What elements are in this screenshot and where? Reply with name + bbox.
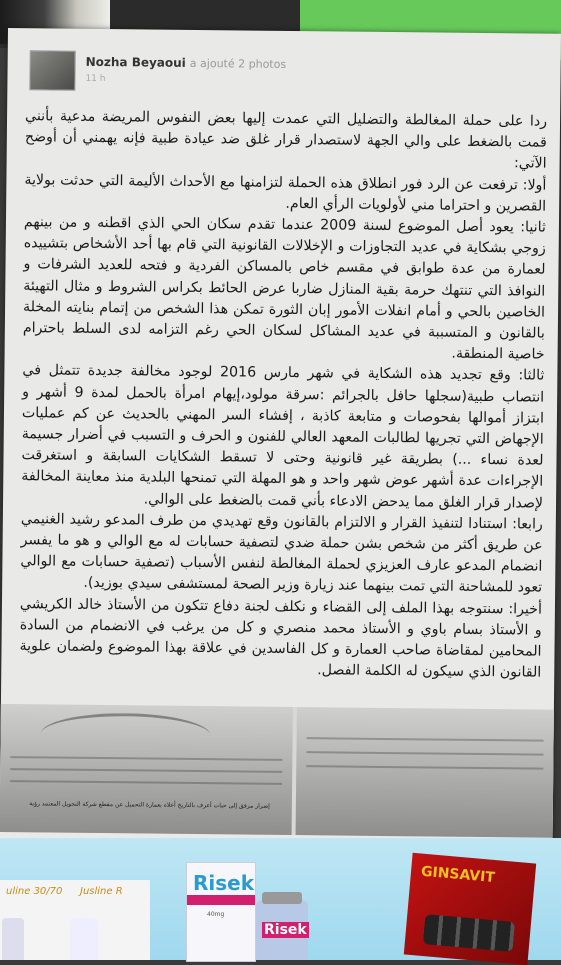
author-name: Nozha Beyaoui <box>85 54 186 70</box>
post-paragraph-3: ثالثا: وقع تجديد هذه الشكاية في شهر مارس 2016 لوجود مخالفة جديدة تتمثل في انتصاب طبية(سجلها حافل بالجرائم :سرقة مولود،إيهام امرأة بالحمل لمدة 9 أشهر و ابتزاز أموالها بفحوصات و متابعة كاذبة ، إفشاء السر المهني بالحديث عن كم عمليات الإجهاض التي تجريها لطالبات المعهد العالي للفنون و الحرف و التسبب في أضرار جسيمة لعدة نساء ...) بطريقة غير قانونية وحتى لا تسقط الشكايات السابقة و استغرقت الإجراءات عدة أشهر عوض شهر واحد و هو المهلة التي تمنحها البلدية منذ معاينة المخالفة لإصدار قرار الغلق مما يدحض الادعاء بأني قمت بالضغط على الوالي. <box>21 362 545 512</box>
post-action: a ajouté 2 photos <box>189 56 287 71</box>
risek-vial-label: Risek <box>264 922 307 938</box>
ginsavit-capsules <box>423 914 515 952</box>
photo-document-right <box>296 707 554 838</box>
attached-photos <box>0 704 554 838</box>
risek-box <box>186 862 256 962</box>
author-avatar <box>29 50 75 90</box>
insulin-vial-a <box>2 918 24 960</box>
photo-document-left <box>0 704 293 835</box>
photo-text-line <box>10 768 282 773</box>
photo-text-line <box>10 756 282 761</box>
risek-vial <box>256 900 308 960</box>
vial-cap <box>262 892 302 904</box>
risek-dose: 40mg <box>207 911 225 918</box>
printed-post-paper <box>0 28 561 846</box>
photo-text-line <box>307 737 544 741</box>
post-body <box>19 106 547 684</box>
post-paragraph-5: أخيرا: سنتوجه بهذا الملف إلى القضاء و نكلف لجنة دفاع تتكون من الأستاذ خالد الكريشي و الأستاذ بسام باوي و الأستاذ محمد منصري و كل من يرغب في الانضمام من السادة المحامين لمقاضاة صاحب العمارة و كل الفاسدين في علاقة بهذا الموضوع ولضمان علوية القانون الذي سيكون له الكلمة الفصل. <box>19 595 543 681</box>
photo-text-line <box>306 765 543 769</box>
photo-caption: إضرار مرفق إلى حيات أعرف بالتاريخ أعلاه بعمارة التحميل عن مقطع شركة التحويل المعتمد رؤية <box>29 800 270 810</box>
post-paragraph-1: أولا: ترفعت عن الرد فور انطلاق هذه الحملة لتزامنها مع الأحداث الأليمة التي حدثت بولاية القصرين و احتراما مني لأولويات الرأي العام. <box>24 171 547 215</box>
post-paragraph-2: ثانيا: يعود أصل الموضوع لسنة 2009 عندما تقدم سكان الحي الذي اقطنه و من بينهم زوجي بشكاية في عديد التجاوزات و الإخلالات القانونية التي قام بها أحد الأشخاص بتشييده لعمارة من عدة طوابق في مقسم خاص بالمساكن الفردية و فتحه للعديد الشرفات و النوافذ التي تنتهك حرمة بقية المنازل ضاربا عرض الحائط بكراس الشروط و مثال التهيئة الخاصين بالحي و أمام انفلات الأمور إبان الثورة تمكن هذا الشخص من إتمام بنايته المخلة بالقانون و المتسببة في عديد المشاكل لسكان الحي رغم التزامه لدى السلط باحترام خاصية المنطقة. <box>22 214 547 363</box>
photo-text-line <box>306 751 543 755</box>
photo-text-line <box>10 780 282 785</box>
photo-scribble <box>40 712 210 757</box>
insulin-vial-b <box>70 918 98 960</box>
risek-box-name: Risek <box>193 871 255 895</box>
post-paragraph-4: رابعا: استنادا لتنفيذ القرار و الالتزام بالقانون وقع تهديدي من طرف المدعو رشيد الغنيمي عن طريق أكثر من شخص بشن حملة ضدي لتصفية حسابات له مع الوالي و هو ما يفسر انضمام المدعو عارف العزيزي لحملة المغالطة لنفس الأسباب (تصفية حسابات مع الوالي تعود للمشاحنة التي تمت بينهما عند زيارة وزير الصحة لمستشفى سيدي بوزيد). <box>20 511 543 597</box>
insulin-label-a: uline 30/70 <box>6 886 63 897</box>
insulin-label-b: Jusline R <box>80 886 123 897</box>
post-time: 11 h <box>85 73 106 85</box>
ginsavit-name: GINSAVIT <box>420 863 496 887</box>
ginsavit-box <box>404 853 536 965</box>
post-header <box>86 55 287 71</box>
post-paragraph-intro: ردا على حملة المغالطة والتضليل التي عمدت إليها بعض النفوس المريضة مدعية بأنني قمت بالضغط على والي الجهة لاستصدار قرار غلق ضد عيادة طبية فإنه يهمني أن أوضح الآتي: <box>24 108 548 173</box>
risek-band <box>187 895 255 905</box>
